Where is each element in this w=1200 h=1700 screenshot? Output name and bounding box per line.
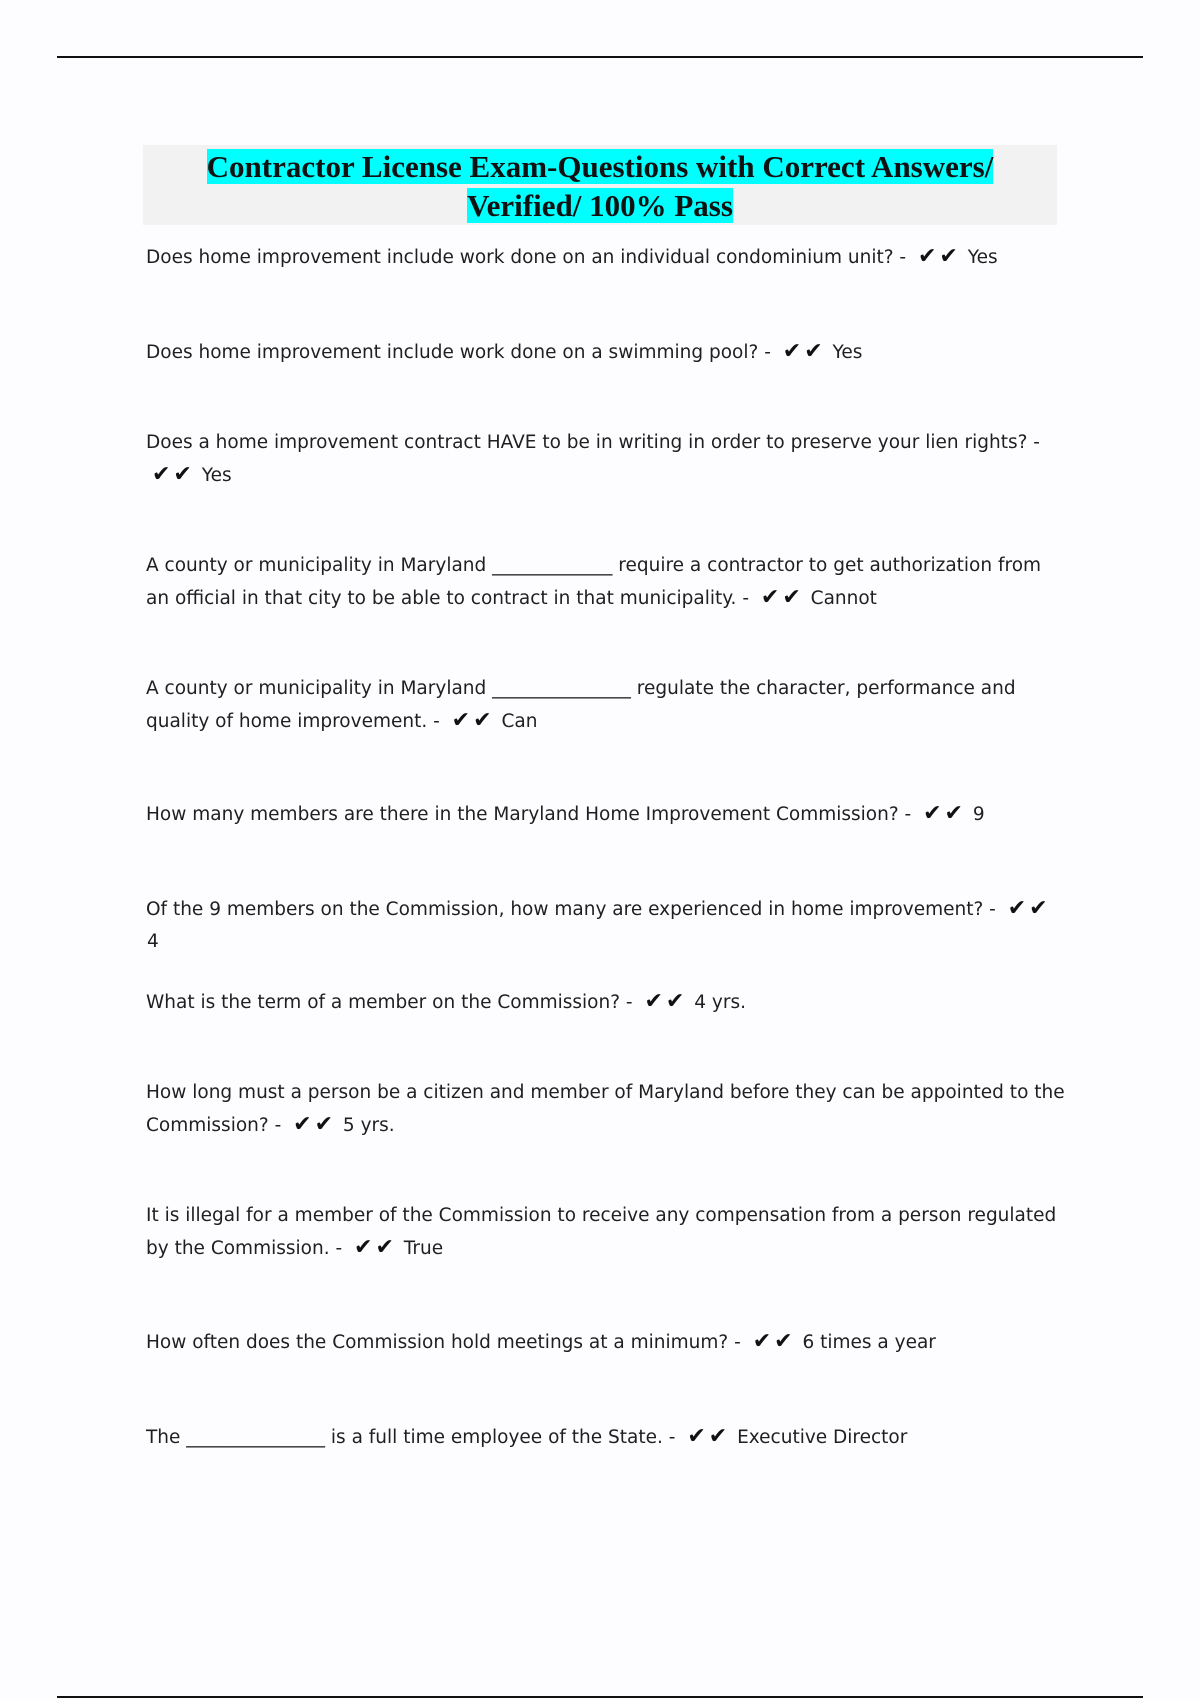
qa-item-11	[146, 1326, 1066, 1359]
double-check-icon: ✔✔	[782, 339, 826, 364]
answer-text: Yes	[832, 342, 863, 363]
answer-text: Can	[501, 711, 538, 732]
double-check-icon: ✔✔	[917, 244, 961, 269]
document-title	[143, 145, 1057, 225]
question-text: Does home improvement include work done on an individual condominium unit? -	[146, 247, 907, 268]
answer-text: Executive Director	[737, 1427, 908, 1448]
double-check-icon: ✔✔	[354, 1235, 397, 1260]
question-text: Of the 9 members on the Commission, how many are experienced in home improvement? -	[146, 899, 996, 920]
answer-text: 4	[147, 931, 159, 952]
answer-text: Cannot	[810, 588, 877, 609]
answer-text: Yes	[967, 247, 998, 268]
double-check-icon: ✔✔	[1007, 896, 1051, 921]
double-check-icon: ✔✔	[451, 708, 495, 733]
answer-text: True	[403, 1238, 444, 1259]
qa-item-12	[146, 1421, 1066, 1454]
double-check-icon: ✔✔	[687, 1424, 731, 1449]
question-text: Does home improvement include work done on a swimming pool? -	[146, 342, 771, 363]
question-text: Does a home improvement contract HAVE to be in writing in order to preserve your lien rights? -	[146, 432, 1040, 453]
double-check-icon: ✔✔	[293, 1112, 337, 1137]
answer-text: 6 times a year	[802, 1332, 936, 1353]
answer-text: 4 yrs.	[694, 992, 746, 1013]
qa-item-1	[146, 241, 1066, 274]
title-line-1: Contractor License Exam-Questions with Correct Answers/	[206, 149, 994, 184]
qa-item-7	[146, 893, 1066, 958]
qa-item-4	[146, 550, 1066, 615]
question-text: How long must a person be a citizen and member of Maryland before they can be appointed to the Commission? -	[146, 1082, 1065, 1136]
answer-text: 9	[972, 804, 985, 825]
qa-item-9	[146, 1077, 1066, 1142]
question-text: It is illegal for a member of the Commission to receive any compensation from a person regulated by the Commission. -	[146, 1205, 1057, 1259]
title-line-2: Verified/ 100% Pass	[467, 188, 733, 223]
question-text: What is the term of a member on the Commission? -	[146, 992, 633, 1013]
qa-item-6	[146, 798, 1066, 831]
qa-item-8	[146, 986, 1066, 1019]
double-check-icon: ✔✔	[760, 585, 804, 610]
question-text: How often does the Commission hold meetings at a minimum? -	[146, 1332, 741, 1353]
qa-item-3	[146, 427, 1066, 492]
qa-item-10	[146, 1200, 1066, 1265]
answer-text: 5 yrs.	[342, 1115, 395, 1136]
top-rule	[57, 56, 1143, 58]
bottom-rule	[57, 1696, 1143, 1698]
question-text: The _______________ is a full time employee of the State. -	[146, 1427, 676, 1448]
qa-item-2	[146, 336, 1066, 369]
question-text: A county or municipality in Maryland _______________ regulate the character, performance and quality of home improvement. -	[146, 678, 1016, 732]
qa-item-5	[146, 673, 1066, 738]
answer-text: Yes	[201, 465, 232, 486]
double-check-icon: ✔✔	[923, 801, 966, 826]
double-check-icon: ✔✔	[152, 462, 195, 487]
question-text: A county or municipality in Maryland _____________ require a contractor to get authorization from an official in that city to be able to contract in that municipality. -	[146, 555, 1042, 609]
double-check-icon: ✔✔	[752, 1329, 796, 1354]
question-text: How many members are there in the Maryland Home Improvement Commission? -	[146, 804, 912, 825]
double-check-icon: ✔✔	[644, 989, 688, 1014]
